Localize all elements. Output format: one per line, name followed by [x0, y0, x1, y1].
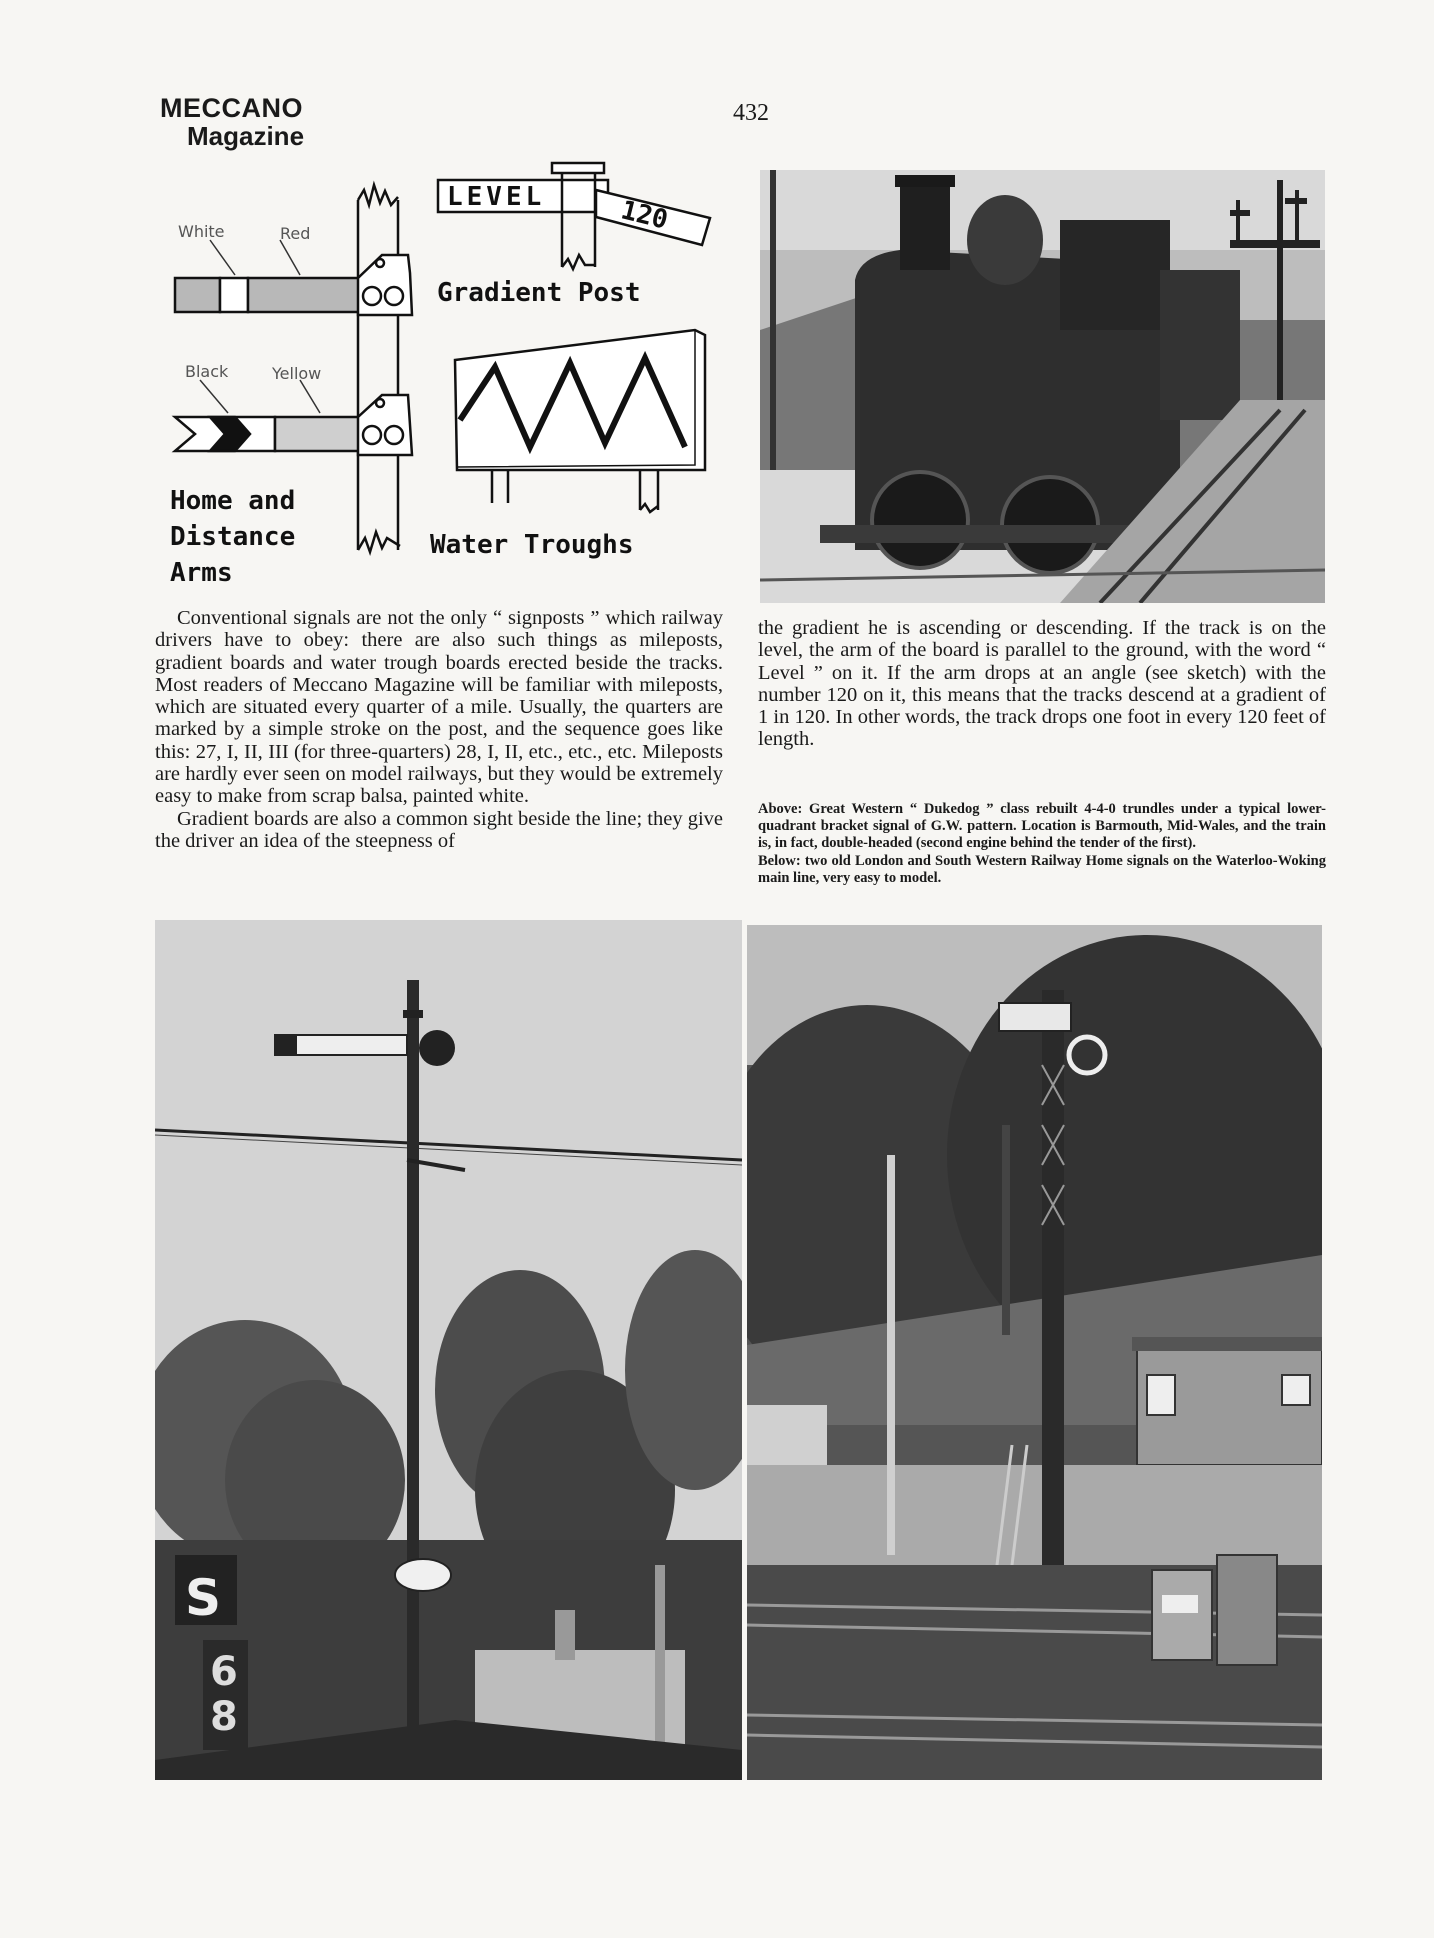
article-paragraph: Gradient boards are also a common sight beside the line; they give the driver an idea of the steepness of — [155, 807, 723, 852]
article-left-column — [155, 607, 723, 852]
photo-captions — [758, 801, 1326, 887]
sign-letter: S — [185, 1569, 222, 1627]
label-red: Red — [280, 224, 311, 243]
article-right-column — [758, 617, 1326, 751]
page-number: 432 — [733, 100, 769, 126]
photo-lswr-signal-left — [155, 920, 742, 1780]
label-gradient-number: 120 — [617, 195, 671, 236]
article-paragraph: the gradient he is ascending or descending. If the track is on the level, the arm of the board is parallel to the ground, with the word “ Level ” on it. If the arm drops at an angle (see sketch) with the number 120 on it, this means that the tracks descend at a gradient of 1 in 120. In other words, the track drops one foot in every 120 feet of length. — [758, 617, 1326, 751]
photo-dukedog-locomotive — [760, 170, 1325, 603]
masthead — [160, 94, 304, 150]
water-troughs-drawing — [455, 330, 705, 512]
caption-below: Below: two old London and South Western Railway Home signals on the Waterloo-Woking main line, very easy to model. — [758, 852, 1326, 886]
label-level: LEVEL — [447, 182, 546, 212]
article-paragraph: Conventional signals are not the only “ signposts ” which railway drivers have to obey: there are also such things as mileposts, gradient boards and water trough boards erected beside the tracks. Most readers of Meccano Magazine will be familiar with mileposts, which are situated every quarter of a mile. Usually, the quarters are marked by a simple stroke on the post, and the sequence goes like this: 27, I, II, III (for three-quarters) 28, I, II, etc., etc., etc. Mileposts are hardly ever seen on model railways, but they would be extremely easy to make from scrap balsa, painted white. — [155, 607, 723, 808]
masthead-subtitle: Magazine — [187, 121, 305, 151]
caption-above: Above: Great Western “ Dukedog ” class rebuilt 4-4-0 trundles under a typical lower-quadrant bracket signal of G.W. pattern. Location is Barmouth, Mid-Wales, and the train is, in fact, double-headed (second engine behind the tender of the first). — [758, 801, 1326, 852]
label-water-troughs: Water Troughs — [430, 530, 634, 560]
sign-digit-1: 6 — [210, 1649, 238, 1695]
photo-lswr-signal-right — [747, 925, 1322, 1780]
label-home-distance-3: Arms — [170, 558, 233, 588]
label-yellow: Yellow — [272, 364, 322, 383]
label-gradient-post: Gradient Post — [437, 278, 641, 308]
distance-arm — [175, 395, 412, 455]
gradient-post-drawing — [438, 163, 710, 269]
signal-post — [358, 185, 400, 552]
label-home-distance-2: Distance — [170, 522, 296, 552]
masthead-title: MECCANO — [160, 93, 303, 123]
label-black: Black — [185, 362, 229, 381]
label-home-distance-1: Home and — [170, 486, 296, 516]
signal-diagram — [150, 155, 720, 595]
sign-digit-2: 8 — [210, 1694, 238, 1740]
label-white: White — [178, 222, 225, 241]
